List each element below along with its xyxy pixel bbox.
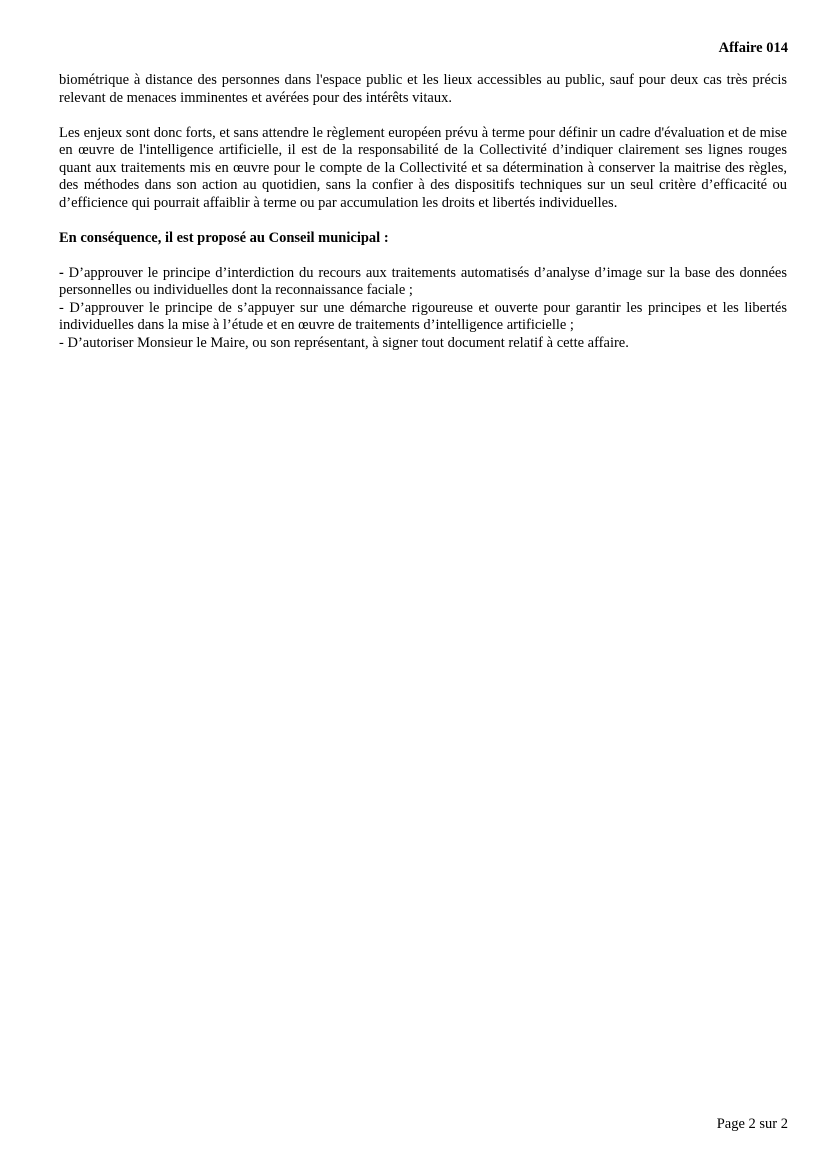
list-item-text: D’approuver le principe d’interdiction du recours aux traitements automatisés d’analyse d’image sur la base des données personnelles ou individuelles dont la reconnaissance faciale ; (59, 264, 787, 298)
page-number: Page 2 sur 2 (716, 1116, 788, 1132)
list-item-text: D’autoriser Monsieur le Maire, ou son représentant, à signer tout document relatif à cette affaire. (63, 334, 629, 351)
paragraph-enjeux: Les enjeux sont donc forts, et sans attendre le règlement européen prévu à terme pour définir un cadre d'évaluation et de mise en œuvre de l'intelligence artificielle, il est de la responsabilité de la Collectivité d’indiquer clairement ses lignes rouges quant aux traitements mis en œuvre pour le compte de la Collectivité et sa détermination à conserver la maitrise des règles, des méthodes dans son action au quotidien, sans la confier à des dispositifs techniques sur un seul critère d’efficacité ou d’efficience qui pourrait affaiblir à terme ou par accumulation les droits et libertés individuelles. (59, 124, 787, 211)
document-body (59, 72, 787, 352)
proposal-list (59, 265, 787, 353)
proposal-heading: En conséquence, il est proposé au Conseil municipal : (59, 229, 389, 246)
list-item (59, 335, 787, 353)
list-item (59, 265, 787, 300)
paragraph-biometric: biométrique à distance des personnes dans l'espace public et les lieux accessibles au public, sauf pour deux cas très précis relevant de menaces imminentes et avérées pour des intérêts vitaux. (59, 72, 787, 106)
list-dash: - (59, 334, 64, 351)
list-item (59, 300, 787, 335)
list-dash: - (59, 299, 64, 316)
list-dash: - (59, 264, 64, 281)
document-header-title: Affaire 014 (718, 40, 788, 56)
list-item-text: D’approuver le principe de s’appuyer sur une démarche rigoureuse et ouverte pour garantir les principes et les libertés individuelles dans la mise à l’étude et en œuvre de traitements d’intelligence artificielle ; (59, 299, 787, 333)
